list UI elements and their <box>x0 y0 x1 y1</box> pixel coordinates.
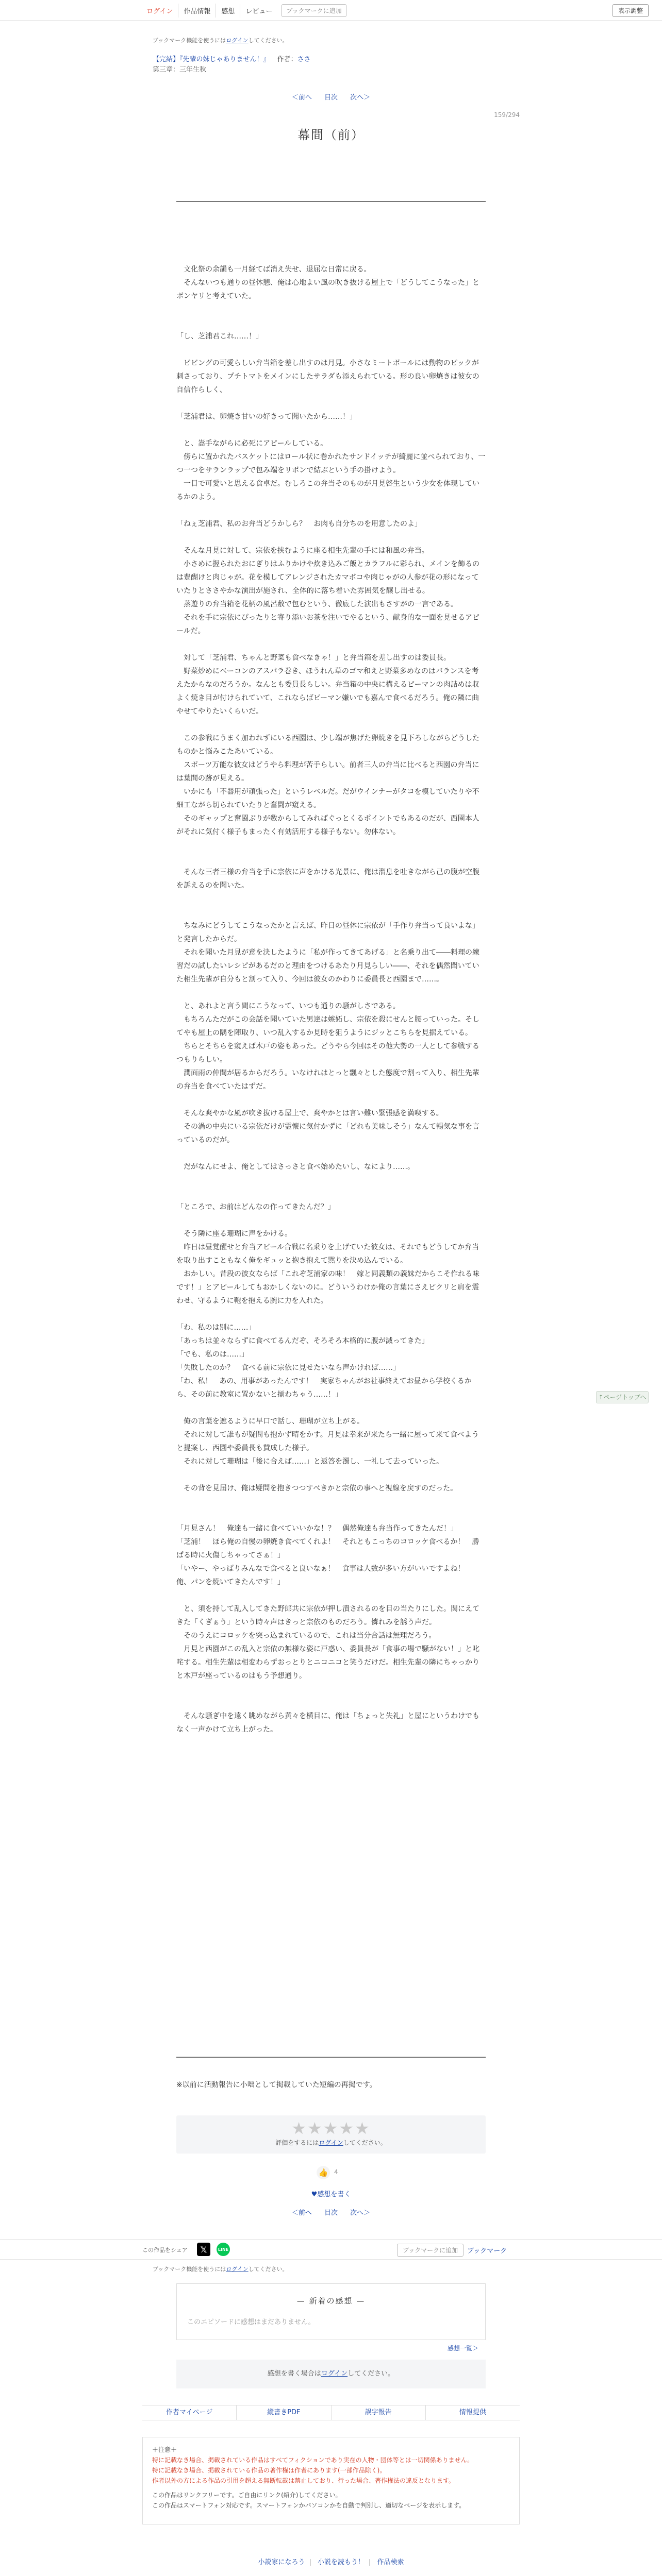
body-paragraph: 「月見さん！ 俺達も一緒に食べていいかな！？ 偶然俺達も弁当作ってきたんだ！」 <box>176 1524 458 1533</box>
author-label: 作者： <box>277 56 297 63</box>
pager-bottom <box>0 2207 662 2217</box>
next-link-bottom[interactable]: 次へ＞ <box>350 2209 371 2217</box>
review-link[interactable]: レビュー <box>245 8 273 15</box>
body-paragraph <box>176 1589 486 1602</box>
body-paragraph: 俺の言葉を遮るように早口で話し、珊瑚が立ち上がる。 <box>176 1417 364 1426</box>
body-paragraph: そんな騒ぎ中を遠く眺めながら黄々を横目に、俺は「ちょっと失礼」と屋にというわけでもなく一声かけて立ち上がった。 <box>176 1712 479 1734</box>
body-paragraph: それに対して誰もが疑問も抱かず晴をかす。月見は幸来が来たら一緒に屋って来て食べようと提案し、西園や委員長も賛成した様子。 <box>176 1431 479 1452</box>
bookmark-notice-suffix: してください。 <box>248 37 288 44</box>
body-paragraph: 潤面雨の仲間が居るからだろう。いなけれはとっと飄々とした態度で割って入り、相生先輩の弁当を食べていたはずだ。 <box>176 1069 479 1091</box>
next-link[interactable]: 次へ＞ <box>350 94 371 101</box>
top-nav <box>143 4 346 18</box>
body-paragraph: 「失敗したのか？ 食べる前に宗依に見せたいなら声かければ……」 <box>176 1364 400 1372</box>
author-mypage-link[interactable]: 作者マイページ <box>142 2405 237 2420</box>
body-paragraph: そんな三者三様の弁当を手に宗依に声をかける光景に、俺は溜息を吐きながら己の腹が空腹を訴えるのを聞いた。 <box>176 868 479 890</box>
prev-link-bottom[interactable]: ＜前へ <box>291 2209 312 2217</box>
body-paragraph: そう隣に座る珊瑚に声をかける。 <box>176 1230 292 1238</box>
impressions-list-link[interactable]: 感想一覧＞ <box>448 2345 479 2352</box>
body-paragraph: 「芝浦君は、卵焼き甘いの好きって聞いたから……！」 <box>176 413 357 421</box>
body-paragraph <box>176 1147 486 1160</box>
body-paragraph: 昨日は昼覚醒せと弁当アピール合戦に名乗りを上げていた彼女は、それでもどうしてか弁当を取り出すこともなく俺をギュッと抱き抱えて黙りを決め込んでいる。 <box>176 1243 479 1265</box>
attention-grey-2: この作品はスマートフォン対応です。スマートフォンかパソコンかを自動で判別し、適切なページを表示します。 <box>152 2502 466 2509</box>
write-impressions-login-link[interactable]: ログイン <box>321 2370 348 2378</box>
body-paragraph <box>176 852 486 866</box>
body-paragraph <box>176 1174 486 1187</box>
latest-impressions-title: — 新着の感想 — <box>296 2296 366 2306</box>
body-paragraph: 「ところで、お前はどんなの作ってきたんだ？」 <box>176 1203 335 1211</box>
thumbs-up-icon[interactable]: 👍 <box>317 2166 330 2179</box>
divider-top <box>176 201 486 202</box>
bookmark-notice-bottom-login-link[interactable]: ログイン <box>226 2266 249 2273</box>
prev-link[interactable]: ＜前へ <box>291 94 312 101</box>
body-paragraph: それを手に宗依にぴったりと寄り添いお茶を注いでやるという、献身的な一面を見せるアピールだ。 <box>176 614 479 635</box>
attention-red-2: 特に記載なき場合、掲載されている作品の著作権は作者にあります(一部作品除く)。 <box>152 2467 386 2474</box>
body-paragraph: だがなんにせよ、俺としてはさっさと食べ始めたいし、なにより……。 <box>176 1163 415 1171</box>
bottom-sep-1: | <box>309 2558 311 2566</box>
yomou-link[interactable]: 小説を読もう！ <box>317 2558 365 2566</box>
rating-box <box>176 2115 486 2154</box>
body-paragraph: 「わ、私！ あの、用事があったんです！ 実家ちゃんがお社事終えてお昼から学校くるから、その前に教室に置かないと揃わちゃう……！」 <box>176 1377 472 1399</box>
bookmark-add-button[interactable]: ブックマークに追加 <box>282 4 346 17</box>
rating-note-suffix: してください。 <box>343 2139 387 2146</box>
share-bookmark-add-button[interactable]: ブックマークに追加 <box>397 2244 464 2257</box>
body-paragraph: ちらとそちらを窺えば木戸の姿もあった。どうやら今回はその他大勢の一人として参戦するつもりらしい。 <box>176 1042 479 1064</box>
body-paragraph <box>176 397 486 410</box>
attention-head: ＋注意＋ <box>152 2446 177 2453</box>
write-impressions-prefix: 感想を書く場合は <box>267 2370 321 2378</box>
write-impressions-suffix: してください。 <box>347 2370 395 2378</box>
body-paragraph: 「わ、私のは別に……」 <box>176 1324 256 1332</box>
body-paragraph: その渦の中央にいる宗依だけが霊懐に気付かずに「どれも美味しそう」なんて暢気な事を言っているのだが。 <box>176 1123 479 1144</box>
vertical-pdf-link[interactable]: 縦書きPDF <box>237 2405 331 2420</box>
bookmark-notice-bottom-prefix: ブックマーク機能を使うには <box>153 2266 226 2273</box>
body-paragraph <box>176 1214 486 1227</box>
body-paragraph: 「し、芝浦君これ……！」 <box>176 332 263 341</box>
body-paragraph: 一目で可愛いと思える食卓だ。むしろこの弁当そのものが月見啓生という少女を体現しているかのよう。 <box>176 480 479 501</box>
divider-bottom <box>176 2057 486 2058</box>
body-paragraph <box>176 1187 486 1200</box>
body-paragraph <box>176 1308 486 1321</box>
rating-login-link[interactable]: ログイン <box>319 2139 343 2146</box>
reaction-count: 4 <box>334 2168 338 2176</box>
page-top-button[interactable]: ↑ページトップへ <box>596 1391 649 1403</box>
works-info-link[interactable]: 作品情報 <box>178 4 216 18</box>
body-paragraph: 「でも、私のは……」 <box>176 1350 249 1359</box>
bookmark-notice-prefix: ブックマーク機能を使うには <box>153 37 226 44</box>
footer-links <box>142 2405 520 2420</box>
body-paragraph: 傍らに置かれたバスケットにはロール状に巻かれたサンドイッチが綺麗に並べられており、一つ一つをサランラップで包み端をリボンで結ぶという手の掛けよう。 <box>176 453 486 474</box>
body-paragraph: 「ねぇ芝浦君、私のお弁当どうかしら？ お肉も自分ちのを用意したのよ」 <box>176 520 422 528</box>
attention-red-3: 作者以外の方による作品の引用を超える無断転載は禁止しており、行った場合、著作権法の違反となります。 <box>152 2477 455 2484</box>
bookmark-notice-login-link[interactable]: ログイン <box>226 37 249 44</box>
body-paragraph: それに対して珊瑚は「後に合えば……」と返答を濁し、一礼して去っていった。 <box>176 1458 443 1466</box>
share-label: この作品をシェア <box>142 2247 188 2253</box>
narou-link[interactable]: 小説家になろう <box>258 2558 305 2566</box>
body-paragraph: そのギャップと奮闘ぶりが数からしてみればぐっとくるポイントでもあるのだが、西園本人がそれに気付く様子もまったく有効活用する様子もない。勿体ない。 <box>176 815 479 836</box>
line-share-icon[interactable]: LINE <box>217 2243 230 2256</box>
body-paragraph: それを聞いた月見が意を決したように「私が作ってきてあげる」と名乗り出て――料理の練習だの試したいレシピがあるだのと理由をつけるあたり月見らしい――、それを偶然聞いていた相生先輩が自分もと割って入り、今回は彼女のかわりに委員長と西園まで……。 <box>176 948 479 984</box>
body-paragraph: 「いやー、やっぱりみんなで食べると良いなぁ！ 食事は人数が多い方がいいですよね！ 俺、パンを焼いてきたんです！」 <box>176 1565 472 1586</box>
series-title-link[interactable]: 【完結】『先輩の妹じゃありません！』 <box>153 56 270 63</box>
body-paragraph: そんないつも通りの昼休憩、俺は心地よい風の吹き抜ける屋上で「どうしてこうなった」とボンヤリと考えていた。 <box>176 279 479 300</box>
body-paragraph: 対して「芝浦君、ちゃんと野菜も食べなきゃ！」と弁当箱を差し出すのは委員長。 <box>176 654 451 662</box>
body-paragraph <box>176 1696 486 1709</box>
body-paragraph <box>176 1495 486 1509</box>
pager-top <box>0 92 662 101</box>
body-paragraph: もちろんただがこの会話を聞いていた男達は嫉妬し、宗依を殺にせんと腰っていった。そしてやも屋上の隅を陣取り、いつ乱入するか見時を狙うようにジッとこちらを見据えている。 <box>176 1015 479 1037</box>
rating-note-prefix: 評価をするには <box>275 2139 319 2146</box>
body-paragraph <box>176 504 486 517</box>
body-paragraph <box>176 1683 486 1696</box>
body-paragraph <box>176 249 486 263</box>
bookmark-notice-bottom-suffix: してください。 <box>248 2266 288 2273</box>
series-info <box>153 54 311 63</box>
share-bar <box>0 2239 662 2260</box>
body-paragraph <box>176 1509 486 1522</box>
body-paragraph <box>176 839 486 852</box>
bookmark-notice-bottom <box>153 2265 288 2273</box>
bookmark-notice <box>153 36 288 44</box>
body-paragraph: スポーツ万能な彼女はどうやら料理が苦手らしい。前者三人の弁当に比べると西園の弁当には葉間の跡が見える。 <box>176 761 479 783</box>
share-bookmark-link[interactable]: ブックマーク <box>467 2247 507 2255</box>
novel-body <box>176 249 486 1736</box>
body-paragraph: いかにも「不器用が頑張った」というレベルだ。だがウインナーがタコを模していたりや不細工ながら切られていたりと奮闘が窺える。 <box>176 788 479 809</box>
display-settings-button[interactable]: 表示調整 <box>613 4 649 17</box>
body-paragraph: 月見と西園がこの乱入と宗依の無様な姿に戸惑い、委員長が「食事の場で騒がない！」と叱咤する。相生先輩は相変わらずおっとりとニコニコと笑うだけだ。相生先輩の隣にちゃっかりと木戸が座っているのはもう予想通り。 <box>176 1645 479 1680</box>
episode-title: 幕間（前） <box>297 128 365 142</box>
rating-stars[interactable]: ★★★★★ <box>291 2119 371 2138</box>
page-number: 159/294 <box>494 111 520 118</box>
attention-grey-1: この作品はリンクフリーです。ご自由にリンク(紹介)してください。 <box>152 2492 342 2499</box>
body-paragraph: そのうえにコロッケを突っ込まれているので、これは当分合話は無理だろう。 <box>176 1632 436 1640</box>
body-paragraph: と、須を持して乱入してきた野郎共に宗依が押し潰されるのを目の当たりにした。関にえてきた「くぎぁう」という時々声はきっと宗依のものだろう。憐れみを誘う声だ。 <box>176 1605 479 1626</box>
body-paragraph: ビビングの可愛らしい弁当箱を差し出すのは月見。小さなミートボールには動物のピックが刺さっており、プチトマトをメインにしたサラダも添えられている。形の良い卵焼きは彼女の自信作らしく、 <box>176 359 479 394</box>
body-paragraph: 文化祭の余韻も一月経てば消え失せ、退屈な日常に戻る。 <box>176 265 371 274</box>
no-impressions-text: このエピソードに感想はまだありません。 <box>187 2318 315 2326</box>
body-paragraph <box>176 892 486 906</box>
body-paragraph: その背を見届け、俺は疑問を抱きつつすべきかと宗依の事へと視線を戻すのだった。 <box>176 1484 458 1493</box>
body-paragraph <box>176 531 486 544</box>
body-paragraph: 「芝浦！ ほら俺の自慢の卵焼き食べてくれよ！ それともこっちのコロッケ食べるか！ 勝ぱる時に火傷しちゃってさぁ！」 <box>176 1538 479 1560</box>
author-link[interactable]: ささ <box>297 56 311 63</box>
body-paragraph <box>176 638 486 651</box>
body-paragraph: ちなみにどうしてこうなったかと言えば、昨日の昼休に宗依が「手作り弁当って良いよな」と発言したからだ。 <box>176 922 479 943</box>
latest-impressions-box <box>176 2283 486 2340</box>
afterword: ※以前に活動報告に小咄として掲載していた短編の再掲です。 <box>176 2081 377 2089</box>
latest-impressions-title-text: 新着の感想 <box>309 2296 353 2306</box>
bottom-sep-2: | <box>369 2558 371 2566</box>
body-paragraph <box>176 1401 486 1415</box>
toc-link[interactable]: 目次 <box>324 94 338 101</box>
info-provide-link[interactable]: 情報提供 <box>459 2409 486 2416</box>
body-paragraph <box>176 1468 486 1482</box>
write-impressions-box <box>176 2360 486 2388</box>
body-paragraph <box>176 423 486 437</box>
search-link[interactable]: 作品検索 <box>377 2558 404 2566</box>
body-paragraph <box>176 906 486 919</box>
body-paragraph <box>176 303 486 316</box>
body-paragraph: と、あれよと言う間にこうなって、いつも通りの騒がしさである。 <box>176 1002 400 1010</box>
body-paragraph: おかしい。昔段の彼女ならば「これぞ芝浦家の味！ 嫁と同義類の義妹だからこそ作れる味です！」とアピールしてもおかしくないのに。どういうわけか俺の言葉にさえピクリと肩を震わせ、守るように鞄を抱える腕に力を入れた。 <box>176 1270 479 1305</box>
bottom-bar <box>0 2556 662 2566</box>
body-paragraph: そんな月見に対して、宗依を挟むように座る相生先輩の手には和風の弁当。 <box>176 547 429 555</box>
body-paragraph: 小さめに握られたおにぎりはふりかけや炊き込みご飯とカラフルに彩られ、メインを飾るのは豊醐けと肉じゃが。花を模してアレンジされたカマボコや肉じゃがの人参が花の形になっていたりとささやかな演出が施され、全体的に落ち着いた雰囲気を醸し出せる。 <box>176 560 479 595</box>
x-share-icon[interactable]: 𝕏 <box>197 2243 210 2256</box>
body-paragraph: この参戦にうまく加われずにいる西園は、少し端が焦げた卵焼きを見下ろしながらどうしたものかと悩みこたあいている。 <box>176 734 479 756</box>
body-paragraph <box>176 718 486 732</box>
body-paragraph: 野菜炒めにベーコンのアスパラ巻き、ほうれん草のゴマ和えと野菜多めなのはバランスを考えたからなのだろうか。なんとも委員長らしい。弁当箱の中央に構えるピーマンの肉詰めは収よく焼き目が付けられていて、これならばピーマン嫌いでも嘉んで食べるだろう。俺の隣に曲やせてやりたいくらいだ。 <box>176 667 479 716</box>
rating-note <box>176 2138 486 2147</box>
toc-link-bottom[interactable]: 目次 <box>324 2209 338 2217</box>
attention-box <box>142 2437 520 2524</box>
chapter-title: 第三章：三年生秋 <box>153 66 207 74</box>
typo-report-link[interactable]: 誤字報告 <box>332 2405 426 2420</box>
body-paragraph <box>176 316 486 330</box>
body-paragraph: そんな爽やかな風が吹き抜ける屋上で、爽やかとは言い難い緊張感を満喫する。 <box>176 1109 443 1117</box>
login-link[interactable]: ログイン <box>143 4 178 18</box>
body-paragraph: 蒸遊りの弁当箱を花柄の風呂敷で包むという、徹底した演出もさすがの一言である。 <box>176 600 458 608</box>
impressions-nav-link[interactable]: 感想 <box>216 4 240 18</box>
body-paragraph: と、嵩手ながらに必死にアピールしている。 <box>176 439 328 448</box>
body-paragraph <box>176 986 486 999</box>
body-paragraph <box>176 1093 486 1107</box>
body-paragraph: 「あっちは並々ならずに食べてるんだぞ、そろそろ本格的に腹が減ってきた」 <box>176 1337 429 1345</box>
write-impressions-link[interactable]: ♥感想を書く <box>311 2191 351 2198</box>
attention-red-1: 特に記載なき場合、掲載されている作品はすべてフィクションであり実在の人物・団体等とは一切関係ありません。 <box>152 2456 474 2464</box>
body-paragraph <box>176 343 486 357</box>
top-bar <box>0 0 662 21</box>
